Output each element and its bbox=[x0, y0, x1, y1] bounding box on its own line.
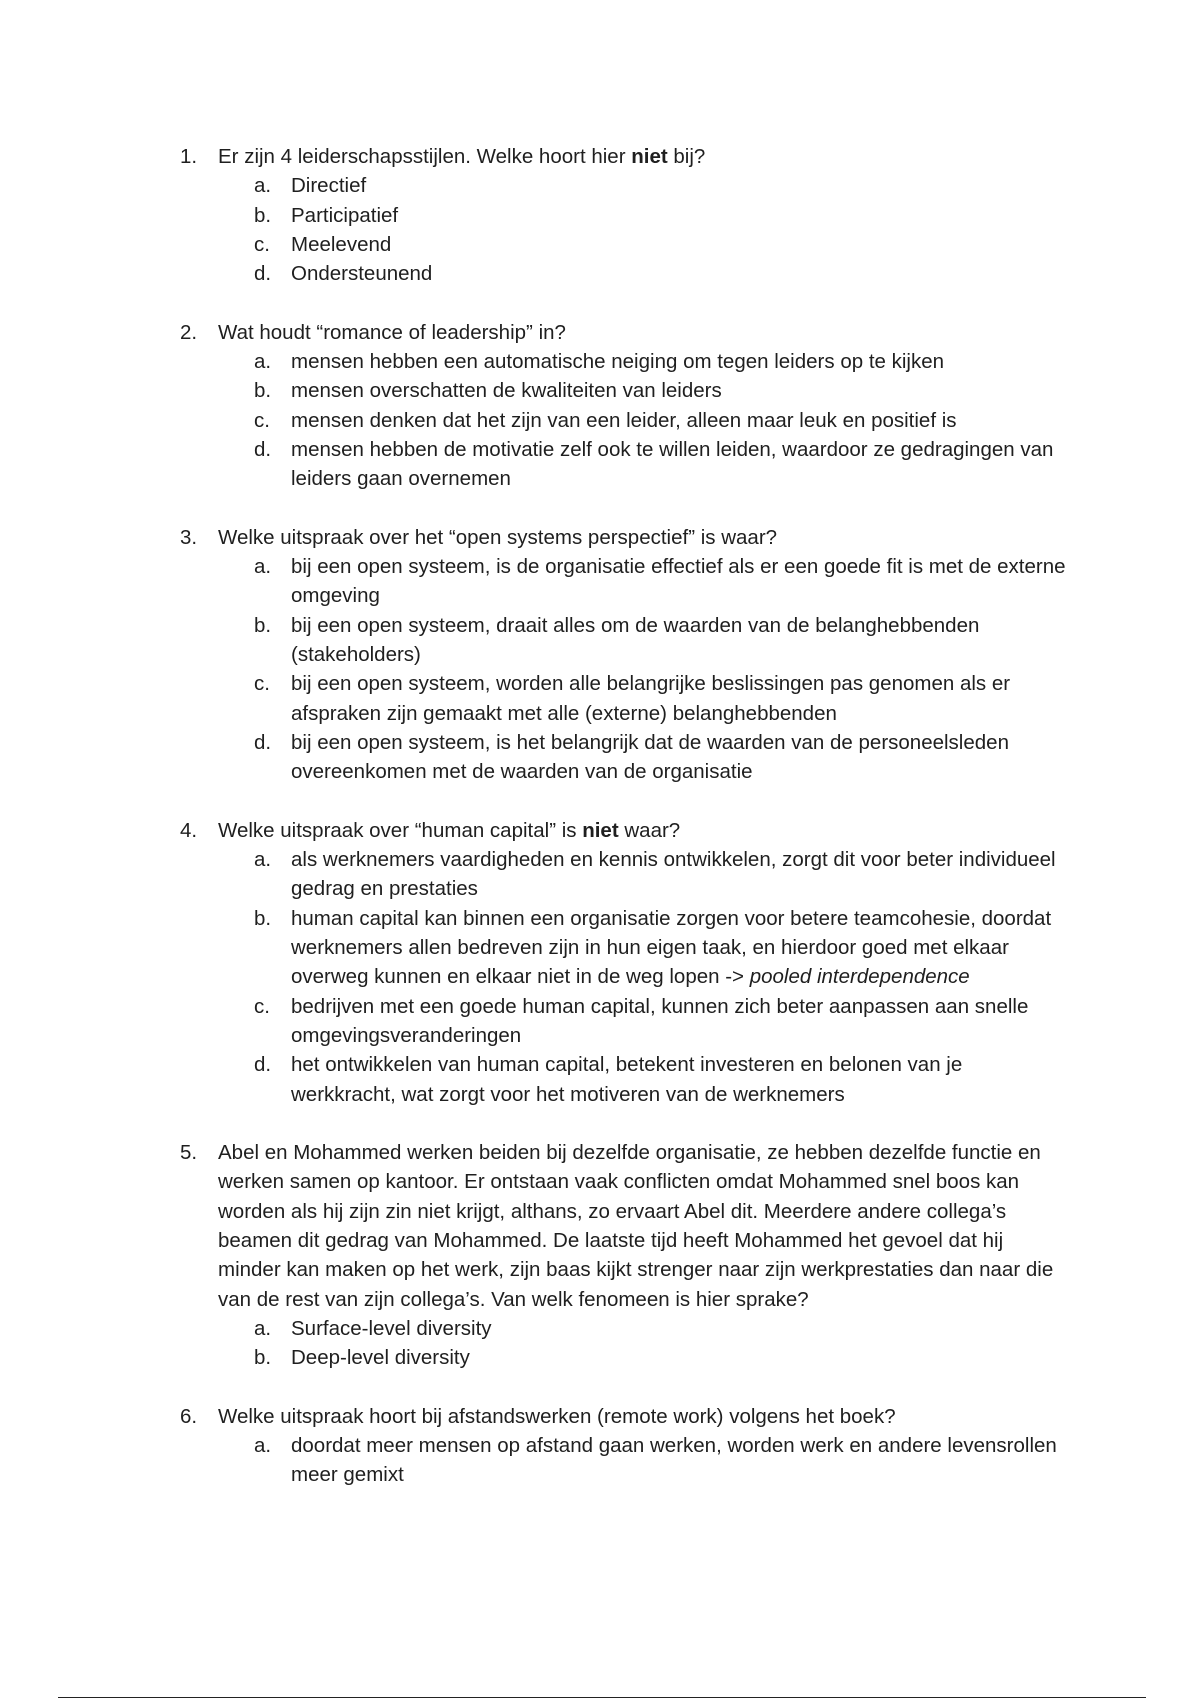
question-1 bbox=[0, 142, 1200, 288]
option-text: Surface-level diversity bbox=[291, 1316, 492, 1340]
option-text: doordat meer mensen op afstand gaan werken, worden werk en andere levensrollen meer gemixt bbox=[291, 1434, 1057, 1487]
question-5 bbox=[0, 1138, 1200, 1372]
answer-options bbox=[0, 1431, 1200, 1490]
option-text: mensen denken dat het zijn van een leider, alleen maar leuk en positief is bbox=[291, 408, 957, 432]
option-label: c. bbox=[254, 232, 270, 256]
question-text-part: bij? bbox=[667, 145, 706, 168]
option-label: a. bbox=[254, 1316, 272, 1340]
option-label: d. bbox=[254, 437, 272, 461]
option-text: human capital kan binnen een organisatie zorgen voor betere teamcohesie, doordat werknemers allen bedreven zijn in hun eigen taak, en hierdoor goed met elkaar overweg kunnen en elkaar niet in de weg lopen -> bbox=[291, 906, 1052, 989]
answer-option bbox=[254, 904, 1066, 992]
option-text: mensen hebben een automatische neiging om tegen leiders op te kijken bbox=[291, 350, 945, 374]
answer-option bbox=[254, 171, 1066, 200]
question-6 bbox=[0, 1402, 1200, 1490]
option-text: mensen hebben de motivatie zelf ook te willen leiden, waardoor ze gedragingen van leiders gaan overnemen bbox=[291, 437, 1054, 491]
option-text: mensen overschatten de kwaliteiten van leiders bbox=[291, 379, 722, 403]
question-number: 5. bbox=[180, 1141, 198, 1165]
answer-options bbox=[0, 845, 1200, 1109]
option-text: bij een open systeem, is de organisatie effectief als er een goede fit is met de externe omgeving bbox=[291, 555, 1066, 608]
option-text: bij een open systeem, draait alles om de waarden van de belanghebbenden (stakeholders) bbox=[291, 613, 980, 667]
question-number: 6. bbox=[180, 1404, 198, 1428]
question-text-emphasis: niet bbox=[582, 818, 619, 842]
option-text: bedrijven met een goede human capital, kunnen zich beter aanpassen aan snelle omgevingsveranderingen bbox=[291, 994, 1029, 1047]
answer-option bbox=[254, 992, 1066, 1051]
answer-option bbox=[254, 1431, 1066, 1490]
option-label: a. bbox=[254, 555, 272, 579]
question-text: Wat houdt “romance of leadership” in? bbox=[218, 320, 566, 344]
question-4 bbox=[0, 816, 1200, 1109]
question-number: 3. bbox=[180, 525, 198, 549]
option-text: Participatief bbox=[291, 203, 399, 227]
answer-option bbox=[254, 669, 1066, 728]
answer-options bbox=[0, 347, 1200, 493]
answer-option bbox=[254, 728, 1066, 787]
answer-options bbox=[0, 552, 1200, 786]
answer-options bbox=[0, 1314, 1200, 1373]
answer-option bbox=[254, 347, 1066, 376]
answer-option bbox=[254, 845, 1066, 904]
page-bottom-rule bbox=[58, 1697, 1146, 1698]
question-text-part: Er zijn 4 leiderschapsstijlen. Welke hoort hier bbox=[218, 145, 632, 168]
answer-option bbox=[254, 201, 1066, 230]
question-text bbox=[218, 816, 1058, 845]
option-text: Deep-level diversity bbox=[291, 1346, 470, 1370]
answer-option bbox=[254, 1314, 1066, 1343]
answer-option bbox=[254, 1050, 1066, 1109]
option-label: c. bbox=[254, 994, 270, 1018]
option-label: b. bbox=[254, 613, 272, 637]
answer-option bbox=[254, 230, 1066, 259]
question-text: Abel en Mohammed werken beiden bij dezelfde organisatie, ze hebben dezelfde functie en werken samen op kantoor. Er ontstaan vaak conflicten omdat Mohammed snel boos kan worden als hij zijn zin niet krijgt, althans, zo ervaart Abel dit. Meerdere andere collega’s beamen dit gedrag van Mohammed. De laatste tijd heeft Mohammed het gevoel dat hij minder kan maken op het werk, zijn baas kijkt strenger naar zijn werkprestaties dan naar die van de rest van zijn collega’s. Van welk fenomeen is hier sprake? bbox=[218, 1141, 1054, 1311]
option-label: a. bbox=[254, 174, 272, 198]
option-text: bij een open systeem, is het belangrijk dat de waarden van de personeelsleden overeenkomen met de waarden van de organisatie bbox=[291, 730, 1009, 784]
question-text-part: Welke uitspraak over “human capital” is bbox=[218, 818, 583, 842]
option-label: a. bbox=[254, 350, 272, 374]
answer-option bbox=[254, 435, 1066, 494]
option-text: bij een open systeem, worden alle belangrijke beslissingen pas genomen als er afspraken zijn gemaakt met alle (externe) belanghebbenden bbox=[291, 672, 1011, 725]
question-text bbox=[218, 142, 1058, 171]
option-text: Meelevend bbox=[291, 232, 392, 256]
answer-option bbox=[254, 552, 1066, 611]
option-label: c. bbox=[254, 408, 270, 432]
answer-option bbox=[254, 376, 1066, 405]
question-text: Welke uitspraak hoort bij afstandswerken (remote work) volgens het boek? bbox=[218, 1404, 896, 1428]
question-number: 2. bbox=[180, 320, 198, 344]
question-3 bbox=[0, 523, 1200, 787]
option-label: b. bbox=[254, 1346, 272, 1370]
option-label: b. bbox=[254, 203, 272, 227]
answer-options bbox=[0, 171, 1200, 288]
option-text: als werknemers vaardigheden en kennis ontwikkelen, zorgt dit voor beter individueel gedrag en prestaties bbox=[291, 848, 1056, 901]
question-2 bbox=[0, 318, 1200, 494]
option-label: c. bbox=[254, 672, 270, 696]
answer-option bbox=[254, 259, 1066, 288]
option-label: d. bbox=[254, 730, 272, 754]
question-text: Welke uitspraak over het “open systems perspectief” is waar? bbox=[218, 525, 778, 549]
option-text: Directief bbox=[291, 174, 367, 198]
answer-option bbox=[254, 406, 1066, 435]
answer-option bbox=[254, 611, 1066, 670]
option-label: d. bbox=[254, 262, 272, 286]
option-label: b. bbox=[254, 906, 272, 930]
option-label: b. bbox=[254, 379, 272, 403]
answer-option bbox=[254, 1343, 1066, 1372]
question-number: 4. bbox=[180, 818, 198, 842]
question-text-emphasis: niet bbox=[631, 145, 668, 168]
option-text: het ontwikkelen van human capital, betekent investeren en belonen van je werkkracht, wat zorgt voor het motiveren van de werknemers bbox=[291, 1053, 963, 1106]
option-text: Ondersteunend bbox=[291, 262, 433, 286]
question-number: 1. bbox=[180, 145, 198, 168]
question-text-part: waar? bbox=[618, 818, 681, 842]
option-label: a. bbox=[254, 1434, 272, 1458]
option-label: a. bbox=[254, 848, 272, 872]
option-label: d. bbox=[254, 1053, 272, 1077]
option-text-emphasis: pooled interdependence bbox=[749, 965, 970, 989]
document-page bbox=[0, 142, 1200, 1519]
